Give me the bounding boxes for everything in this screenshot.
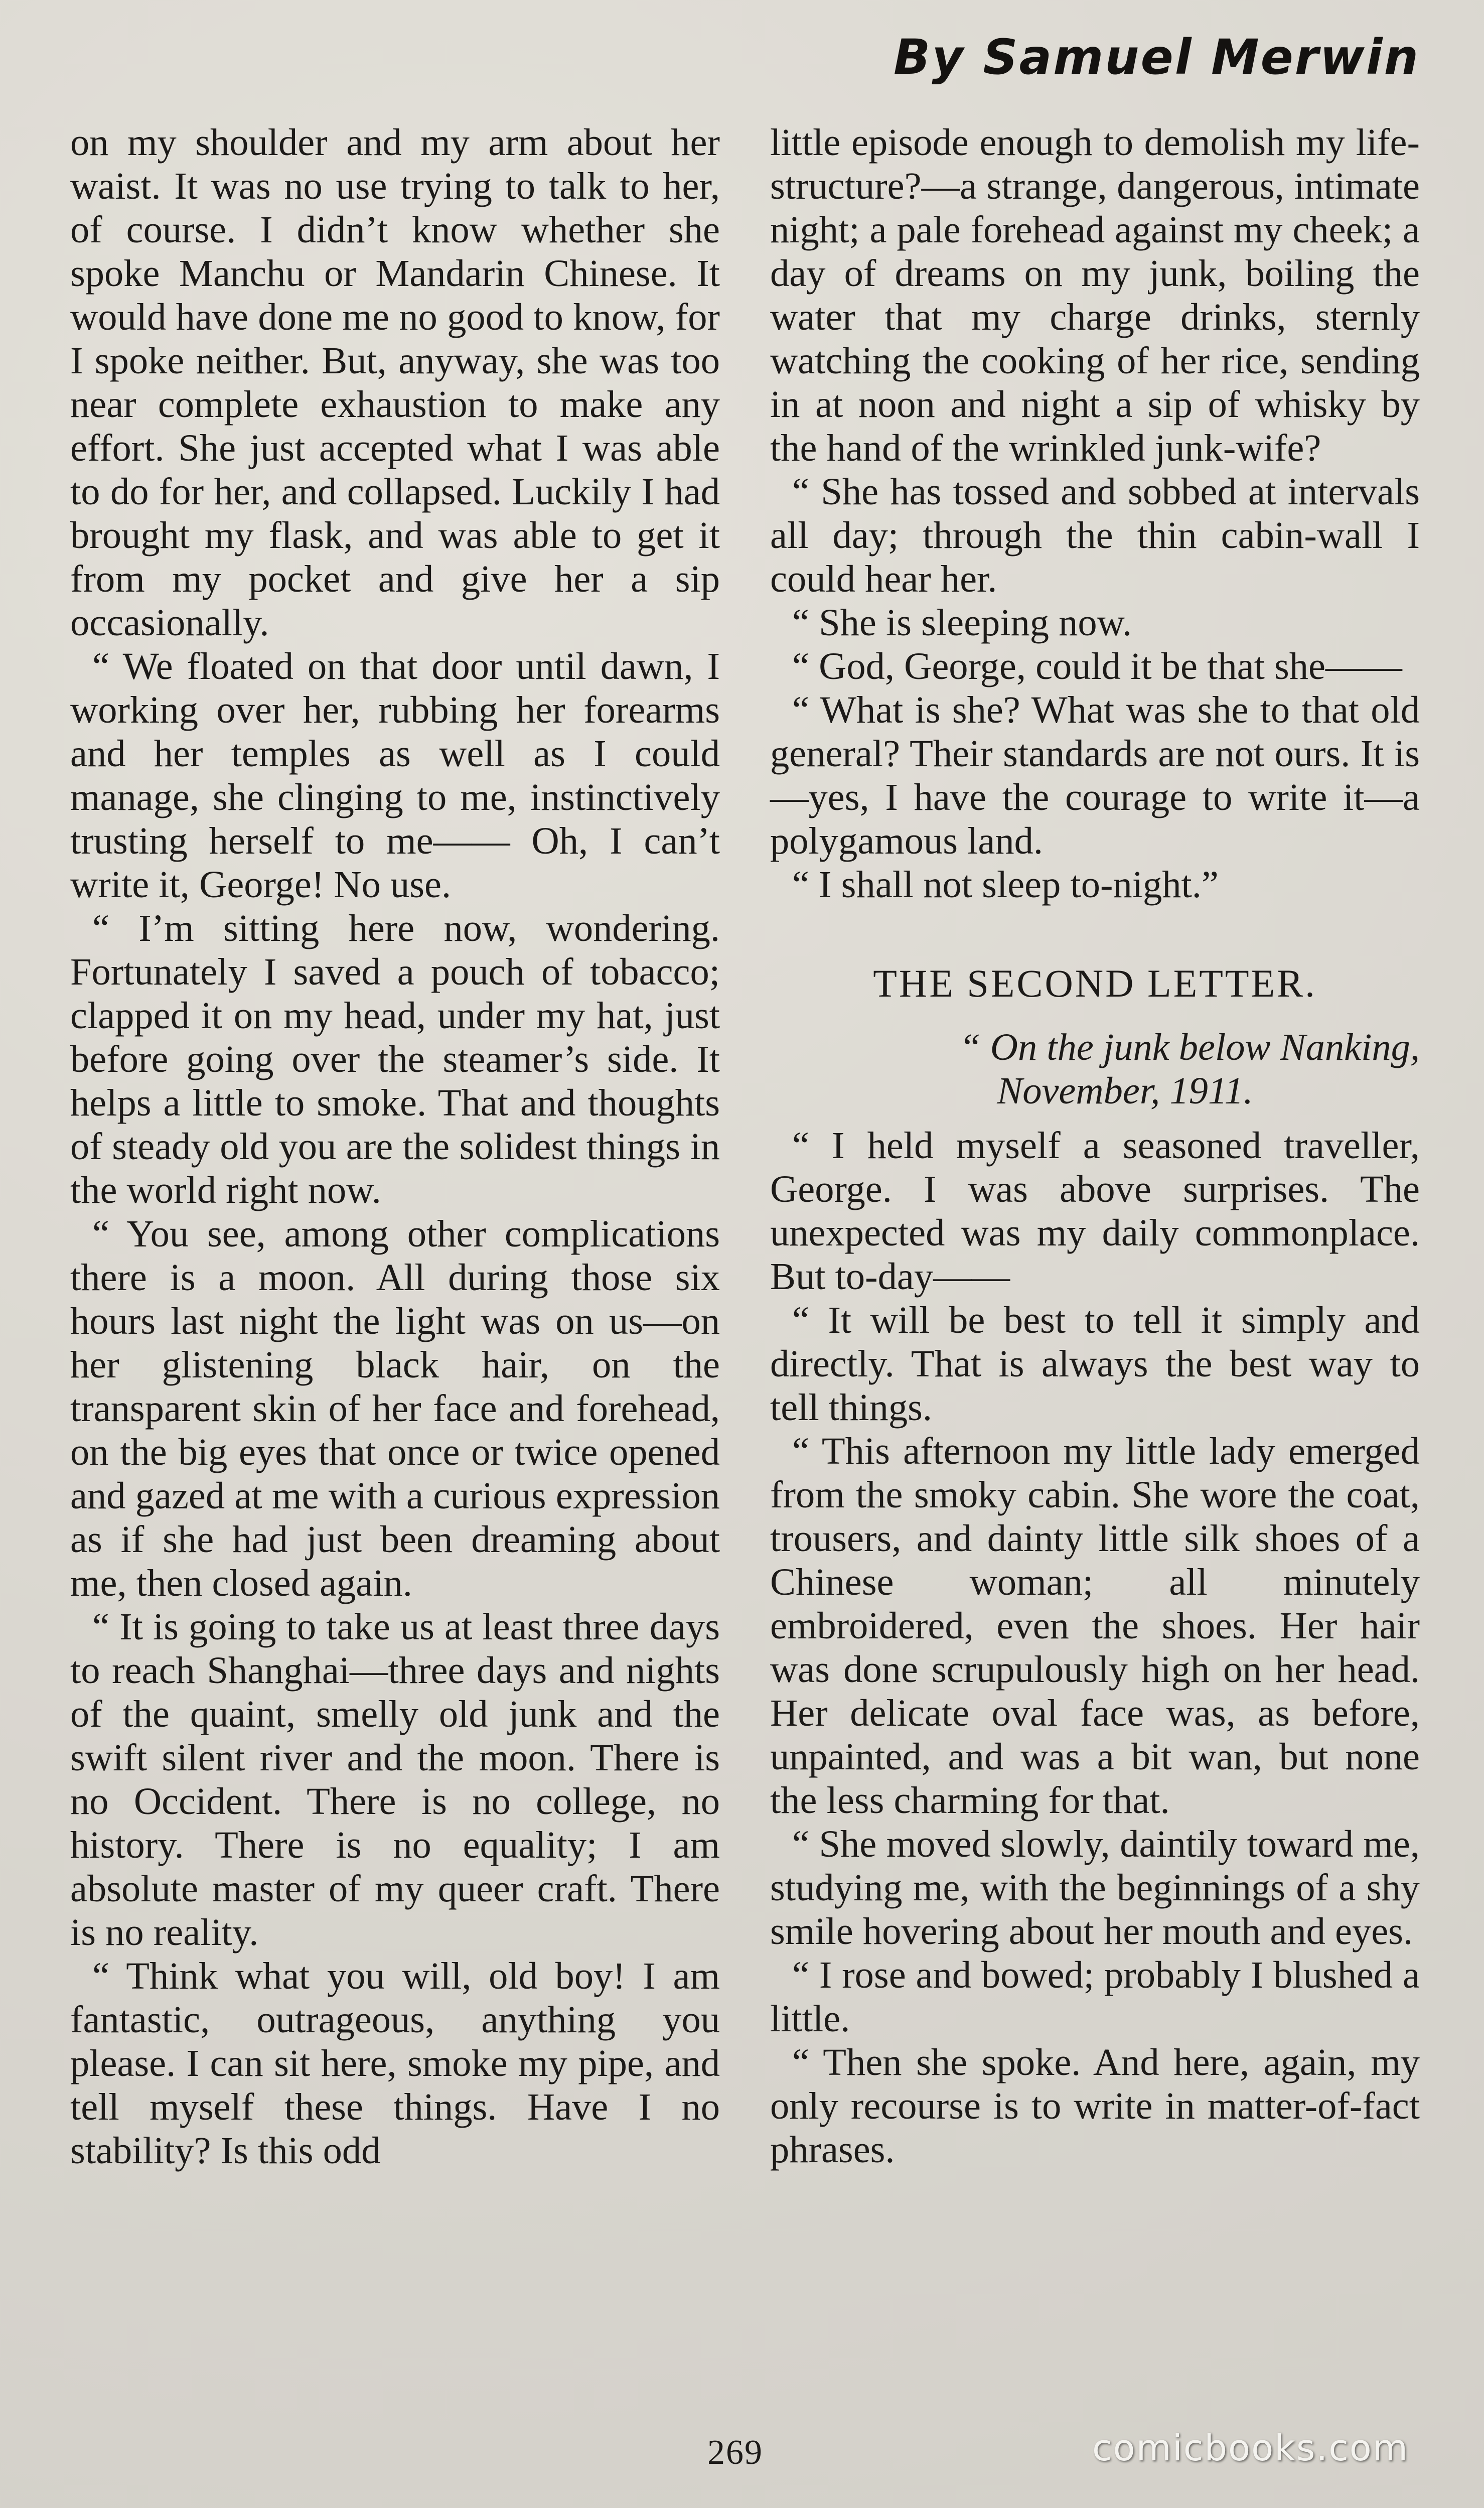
letter-dateline: [770, 1025, 1420, 1112]
paragraph: “ Think what you will, old boy! I am fantastic, outrageous, anything you please. I can sit here, smoke my pipe, and tell myself these things. Have I no stability? Is this odd: [70, 1955, 720, 2172]
paragraph: on my shoulder and my arm about her waist. It was no use trying to talk to her, of course. I didn’t know whether she spoke Manchu or Mandarin Chinese. It would have done me no good to know, for I spoke neither. But, anyway, she was too near complete exhaustion to make any effort. She just accepted what I was able to do for her, and collapsed. Luckily I had brought my flask, and was able to get it from my pocket and give her a sip occasionally.: [70, 121, 720, 644]
dateline-place: “ On the junk below Nanking,: [959, 1026, 1420, 1068]
paragraph: “ Then she spoke. And here, again, my only recourse is to write in matter-of-fact phrases.: [770, 2041, 1420, 2171]
paragraph: little episode enough to demolish my life-structure?—a strange, dangerous, intimate night; a pale forehead against my cheek; a day of dreams on my junk, boiling the water that my charge drinks, sternly watching the cooking of her rice, sending in at noon and night a sip of whisky by the hand of the wrinkled junk-wife?: [770, 121, 1420, 469]
paragraph: “ You see, among other complications there is a moon. All during those six hours last night the light was on us—on her glistening black hair, on the transparent skin of her face and forehead, on the big eyes that once or twice opened and gazed at me with a curious expression as if she had just been dreaming about me, then closed again.: [70, 1212, 720, 1604]
paragraph: “ I held myself a seasoned traveller, George. I was above surprises. The unexpected was my daily commonplace. But to-day——: [770, 1124, 1420, 1298]
source-watermark: comicbooks.com: [1092, 2427, 1409, 2469]
page-number: 269: [707, 2433, 763, 2472]
section-heading: THE SECOND LETTER.: [873, 961, 1317, 1005]
paragraph: “ I’m sitting here now, wondering. Fortunately I saved a pouch of tobacco; clapped it on my head, under my hat, just before going over the steamer’s side. It helps a little to smoke. That and thoughts of steady old you are the solidest things in the world right now.: [70, 907, 720, 1211]
paragraph: “ It is going to take us at least three days to reach Shanghai—three days and nights of the quaint, smelly old junk and the swift silent river and the moon. There is no Occident. There is no college, no history. There is no equality; I am absolute master of my queer craft. There is no reality.: [70, 1605, 720, 1954]
paragraph: “ I shall not sleep to-night.”: [792, 863, 1219, 906]
right-column: [770, 120, 1420, 2171]
left-column: [70, 120, 720, 2172]
paragraph: “ This afternoon my little lady emerged from the smoky cabin. She wore the coat, trousers, and dainty little silk shoes of a Chinese woman; all minutely embroidered, even the shoes. Her hair was done scrupulously high on her head. Her delicate oval face was, as before, unpainted, and was a bit wan, but none the less charming for that.: [770, 1430, 1420, 1822]
paragraph: “ God, George, could it be that she——: [792, 645, 1402, 687]
paragraph: “ We floated on that door until dawn, I working over her, rubbing her forearms and her temples as well as I could manage, she clinging to me, instinctively trusting herself to me—— Oh, I can’t write it, George! No use.: [70, 645, 720, 906]
author-byline: By Samuel Merwin: [894, 29, 1420, 85]
paragraph: “ She moved slowly, daintily toward me, studying me, with the beginnings of a shy smile hovering about her mouth and eyes.: [770, 1823, 1420, 1953]
paragraph: “ What is she? What was she to that old general? Their standards are not ours. It is—yes, I have the courage to write it—a polygamous land.: [770, 688, 1420, 862]
paragraph: “ I rose and bowed; probably I blushed a little.: [770, 1954, 1420, 2040]
paragraph: “ She is sleeping now.: [792, 601, 1132, 644]
paragraph: “ She has tossed and sobbed at intervals all day; through the thin cabin-wall I could hear her.: [770, 470, 1420, 600]
paragraph: “ It will be best to tell it simply and directly. That is always the best way to tell things.: [770, 1299, 1420, 1429]
dateline-date: November, 1911.: [997, 1069, 1253, 1112]
